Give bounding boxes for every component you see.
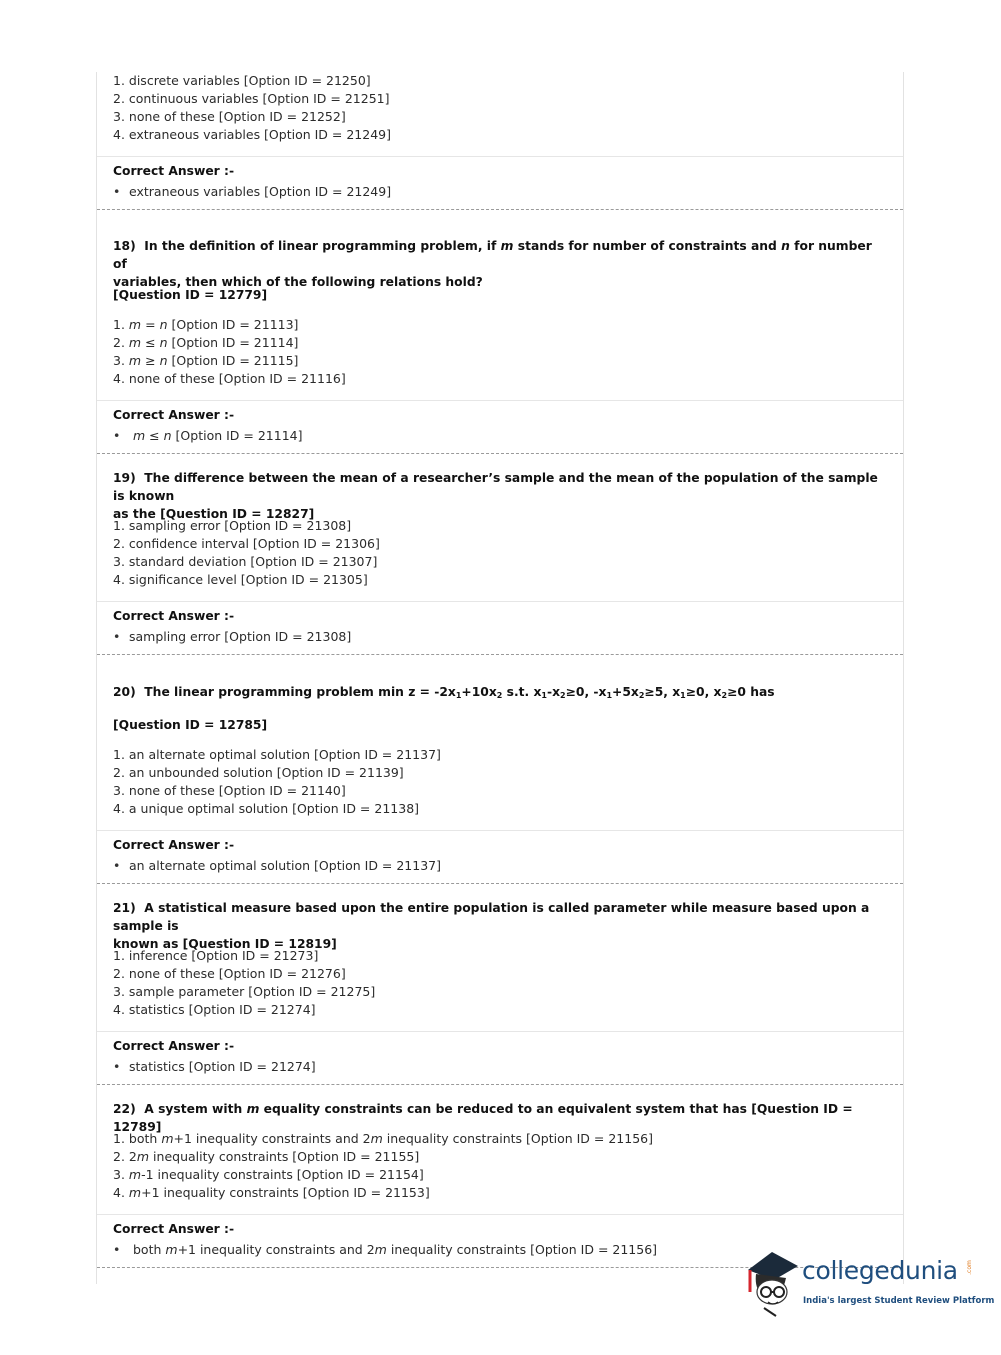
option-3 bbox=[113, 1166, 424, 1184]
question-id: [Question ID = 12785] bbox=[113, 718, 268, 732]
q-text: A statistical measure based upon the entire population is called parameter while measure based upon a sample is bbox=[113, 901, 870, 933]
option-4 bbox=[113, 1184, 430, 1202]
option-3: 3. sample parameter [Option ID = 21275] bbox=[113, 984, 376, 999]
opt-num: 4. bbox=[113, 1185, 125, 1200]
option-3: 3. standard deviation [Option ID = 21307] bbox=[113, 554, 378, 569]
correct-answer bbox=[113, 857, 441, 875]
question-number: 19) bbox=[113, 471, 136, 485]
question-number: 21) bbox=[113, 901, 136, 915]
q-text: known as [Question ID = 12819] bbox=[113, 937, 337, 951]
lp-text: +5x bbox=[612, 685, 639, 699]
option-3: 3. none of these [Option ID = 21252] bbox=[113, 109, 346, 124]
q-text: The difference between the mean of a researcher’s sample and the mean of the population of the sample is known bbox=[113, 471, 878, 503]
option-4: 4. extraneous variables [Option ID = 21249] bbox=[113, 127, 391, 142]
question-separator bbox=[97, 654, 903, 655]
question-20-text bbox=[113, 683, 883, 701]
option-1 bbox=[113, 1130, 653, 1148]
var-m: m bbox=[136, 1149, 150, 1164]
opt-num: 4. bbox=[113, 371, 125, 386]
correct-answer-text: statistics [Option ID = 21274] bbox=[129, 1059, 316, 1074]
option-2: 2. continuous variables [Option ID = 21251] bbox=[113, 91, 390, 106]
opt-num: 2. bbox=[113, 335, 125, 350]
var-m: m bbox=[500, 239, 514, 253]
lp-text: s.t. x bbox=[502, 685, 542, 699]
option-4: 4. statistics [Option ID = 21274] bbox=[113, 1002, 316, 1017]
option-2: 2. an unbounded solution [Option ID = 21139] bbox=[113, 765, 404, 780]
var-n: n bbox=[781, 239, 790, 253]
var-n: n bbox=[159, 317, 168, 332]
q-text: variables, then which of the following relations hold? bbox=[113, 275, 483, 289]
subscript: 2 bbox=[560, 691, 566, 700]
option-text: both bbox=[128, 1131, 158, 1146]
subscript: 1 bbox=[680, 691, 686, 700]
mascot-icon bbox=[742, 1248, 804, 1318]
q-text: for number of bbox=[113, 239, 872, 271]
var-n: n bbox=[159, 335, 168, 350]
logo-tagline: India's largest Student Review Platform bbox=[803, 1296, 995, 1306]
lp-text: -x bbox=[546, 685, 561, 699]
subscript: 1 bbox=[606, 691, 613, 700]
lp-text: ≥0, -x bbox=[565, 685, 607, 699]
var-m: m bbox=[370, 1131, 383, 1146]
question-separator bbox=[97, 453, 903, 454]
relation: = bbox=[145, 317, 156, 332]
var-m: m bbox=[128, 317, 142, 332]
var-n: n bbox=[163, 428, 172, 443]
question-separator bbox=[97, 209, 903, 210]
divider bbox=[97, 1214, 903, 1215]
opt-num: 3. bbox=[113, 353, 125, 368]
option-id: [Option ID = 21114] bbox=[175, 428, 303, 443]
relation: ≥ bbox=[145, 353, 156, 368]
option-text: 2 bbox=[128, 1149, 137, 1164]
var-m: m bbox=[128, 1185, 142, 1200]
option-4 bbox=[113, 370, 346, 388]
option-text: +1 inequality constraints [Option ID = 21153] bbox=[141, 1185, 430, 1200]
option-text: +1 inequality constraints and 2 bbox=[173, 1131, 371, 1146]
divider bbox=[97, 156, 903, 157]
lp-text: The linear programming problem min z = -2x bbox=[144, 685, 456, 699]
subscript: 2 bbox=[721, 691, 728, 700]
divider bbox=[97, 601, 903, 602]
correct-answer-label: Correct Answer :- bbox=[113, 1039, 235, 1053]
option-text: +1 inequality constraints and 2 bbox=[177, 1242, 375, 1257]
subscript: 1 bbox=[541, 691, 547, 700]
collegedunia-logo[interactable] bbox=[742, 1248, 995, 1318]
var-m: m bbox=[128, 353, 142, 368]
option-1 bbox=[113, 316, 298, 334]
correct-answer bbox=[113, 183, 391, 201]
var-m: m bbox=[132, 428, 146, 443]
question-number: 22) bbox=[113, 1102, 136, 1116]
q-text: equality constraints can be reduced to an equivalent system that has [Question ID = 12789] bbox=[113, 1102, 853, 1134]
option-text: inequality constraints [Option ID = 21156] bbox=[390, 1242, 658, 1257]
option-4: 4. a unique optimal solution [Option ID = 21138] bbox=[113, 801, 420, 816]
opt-num: 2. bbox=[113, 1149, 125, 1164]
logo-suffix: .com bbox=[965, 1260, 973, 1275]
option-1: 1. an alternate optimal solution [Option ID = 21137] bbox=[113, 747, 441, 762]
divider bbox=[97, 1031, 903, 1032]
correct-answer bbox=[113, 427, 303, 445]
relation: ≤ bbox=[145, 335, 156, 350]
correct-answer-label: Correct Answer :- bbox=[113, 1222, 235, 1236]
option-id: [Option ID = 21113] bbox=[171, 317, 299, 332]
correct-answer bbox=[113, 628, 351, 646]
option-text: both bbox=[132, 1242, 162, 1257]
option-id: [Option ID = 21115] bbox=[171, 353, 299, 368]
lp-text: ≥0 has bbox=[727, 685, 775, 699]
option-2: 2. confidence interval [Option ID = 21306] bbox=[113, 536, 380, 551]
option-text: -1 inequality constraints [Option ID = 21154] bbox=[141, 1167, 424, 1182]
var-m: m bbox=[246, 1102, 260, 1116]
option-3: 3. none of these [Option ID = 21140] bbox=[113, 783, 346, 798]
opt-num: 1. bbox=[113, 317, 125, 332]
correct-answer-text: extraneous variables [Option ID = 21249] bbox=[129, 184, 392, 199]
option-4: 4. significance level [Option ID = 21305] bbox=[113, 572, 368, 587]
correct-answer bbox=[113, 1058, 316, 1076]
option-3 bbox=[113, 352, 298, 370]
correct-answer-label: Correct Answer :- bbox=[113, 408, 235, 422]
option-text: none of these [Option ID = 21116] bbox=[128, 371, 346, 386]
question-separator bbox=[97, 883, 903, 884]
divider bbox=[97, 400, 903, 401]
lp-text: ≥5, x bbox=[644, 685, 681, 699]
correct-answer-label: Correct Answer :- bbox=[113, 609, 235, 623]
option-text: inequality constraints [Option ID = 21155] bbox=[153, 1149, 420, 1164]
lp-text: +10x bbox=[461, 685, 497, 699]
question-sheet bbox=[96, 72, 904, 1284]
lp-text: ≥0, x bbox=[685, 685, 722, 699]
q-text: as the [Question ID = 12827] bbox=[113, 507, 315, 521]
option-id: [Option ID = 21114] bbox=[171, 335, 299, 350]
option-text: inequality constraints [Option ID = 21156] bbox=[386, 1131, 653, 1146]
option-2: 2. none of these [Option ID = 21276] bbox=[113, 966, 346, 981]
question-separator bbox=[97, 1084, 903, 1085]
correct-answer-text: an alternate optimal solution [Option ID = 21137] bbox=[129, 858, 441, 873]
option-2 bbox=[113, 1148, 419, 1166]
question-18-text bbox=[113, 237, 883, 291]
question-number: 18) bbox=[113, 239, 136, 253]
var-n: n bbox=[159, 353, 168, 368]
var-m: m bbox=[128, 335, 142, 350]
correct-answer-label: Correct Answer :- bbox=[113, 838, 235, 852]
question-id: [Question ID = 12779] bbox=[113, 288, 268, 302]
correct-answer-text: sampling error [Option ID = 21308] bbox=[129, 629, 352, 644]
subscript: 2 bbox=[638, 691, 645, 700]
var-m: m bbox=[128, 1167, 142, 1182]
question-number: 20) bbox=[113, 685, 136, 699]
logo-wordmark: collegedunia bbox=[802, 1256, 958, 1285]
q-text: In the definition of linear programming problem, if bbox=[144, 239, 497, 253]
correct-answer bbox=[113, 1241, 657, 1259]
q-text: A system with bbox=[144, 1102, 243, 1116]
divider bbox=[97, 830, 903, 831]
correct-answer-label: Correct Answer :- bbox=[113, 164, 235, 178]
opt-num: 1. bbox=[113, 1131, 125, 1146]
option-2 bbox=[113, 334, 298, 352]
question-21-text bbox=[113, 899, 883, 953]
question-19-text bbox=[113, 469, 883, 523]
var-m: m bbox=[374, 1242, 387, 1257]
q-text: stands for number of constraints and bbox=[517, 239, 777, 253]
option-1: 1. discrete variables [Option ID = 21250] bbox=[113, 73, 371, 88]
relation: ≤ bbox=[149, 428, 160, 443]
cap-top bbox=[748, 1252, 798, 1280]
option-1: 1. inference [Option ID = 21273] bbox=[113, 948, 319, 963]
opt-num: 3. bbox=[113, 1167, 125, 1182]
var-m: m bbox=[165, 1242, 178, 1257]
var-m: m bbox=[161, 1131, 174, 1146]
subscript: 1 bbox=[455, 691, 462, 700]
pencil bbox=[764, 1308, 776, 1316]
subscript: 2 bbox=[496, 691, 503, 700]
option-1: 1. sampling error [Option ID = 21308] bbox=[113, 518, 352, 533]
